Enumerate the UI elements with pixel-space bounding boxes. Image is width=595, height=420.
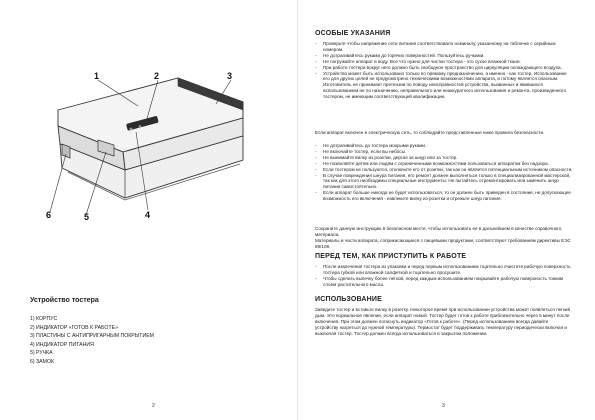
list-item: - После извлечения тостера из упаковки и перед первым использованием тщательно очистите рабочую поверхность тостера губкой или влажной салфеткой и тщательно просушите. bbox=[315, 264, 573, 276]
callout-4: 4 bbox=[145, 210, 151, 220]
paragraph: Сохраните данную инструкцию в безопасном месте, чтобы использовать ее в дальнейшем в качестве справочного материала. bbox=[315, 226, 562, 237]
list-item: - Если аппарат больше никогда не будет использоваться, то он должен быть приведен в состояние, не допускающее возможность его включения - извлеките вилку из розетки и отрежьте шнур питания. bbox=[315, 190, 573, 202]
list-item: - Не вынимайте вилку из розетки, дергая за шнур или за тостер. bbox=[315, 155, 573, 161]
before-use-list bbox=[315, 264, 573, 288]
list-item: - Проверьте чтобы напряжение сети питания соответствовало номиналу, указанному на табличке с серийным номером. bbox=[315, 41, 573, 53]
callout-3: 3 bbox=[227, 71, 233, 81]
toaster-illustration bbox=[28, 40, 278, 230]
safety-list-2 bbox=[315, 143, 573, 202]
paragraph: Если аппарат включен в электрическую сеть, то соблюдайте представленные ниже правила безопасности. bbox=[315, 130, 545, 135]
right-page bbox=[297, 0, 595, 420]
list-item: - Если тостером не пользуются, отключите его от розетки, так как он является потенциальным источником опасности. bbox=[315, 167, 573, 173]
callout-5: 5 bbox=[84, 212, 90, 222]
parts-list-item: 5) РУЧКА bbox=[30, 350, 53, 357]
list-item: - Не погружайте аппарат в воду. Все что нужно для чистки тостера - это сухое влажной ткани. bbox=[315, 59, 573, 65]
safety-heading: ОСОБЫЕ УКАЗАНИЯ bbox=[315, 30, 391, 37]
parts-list bbox=[30, 315, 154, 367]
list-item: - Не дотрагивайтесь руками до горячих поверхностей. Пользуйтесь ручками. bbox=[315, 53, 573, 59]
list-item: - Устройство может быть использовано только по прямому предназначению, а именно - как тостер. Использование его для других целей не предусмотрено техническими возможностями аппарата, и потому является опасным. Изготовитель не принимает претензии по поводу неисправностей устройства, вызванных и явившихся использованием не по назначению, неправильного или неаккуратного использования и ремонта, произведенного тостером, не имеющим соответствующей квалификации. bbox=[315, 71, 573, 101]
paragraph: Материалы и части аппарата, соприкасающиеся с пищевыми продуктами, соответствуют требованиям директивы ЕЭС 89/109. bbox=[315, 238, 571, 249]
parts-title: Устройство тостера bbox=[30, 297, 99, 304]
list-item: - Не позволяйте детям или людям с ограниченными возможностями пользоваться аппаратом без надзора. bbox=[315, 161, 573, 167]
callout-1: 1 bbox=[94, 71, 100, 81]
parts-list-item: 2) ИНДИКАТОР «ГОТОВ К РАБОТЕ» bbox=[30, 324, 118, 331]
parts-list-item: 6) ЗАМОК bbox=[30, 358, 55, 365]
page-number: 2 bbox=[152, 403, 155, 409]
parts-list-item: 3) ПЛАСТИНЫ С АНТИПРИГАРНЫМ ПОКРЫТИЕМ bbox=[30, 333, 154, 340]
list-item: - Чтобы сделать выпечку более легкой, перед каждым использованием покрывайте рабочую поверхность тонким слоем растительного масла. bbox=[315, 276, 573, 288]
parts-list-item: 1) КОРПУС bbox=[30, 316, 58, 322]
list-item: - Не дотрагивайтесь до тостера мокрыми руками. bbox=[315, 143, 573, 149]
power-indicator bbox=[130, 128, 133, 131]
list-item: - Не включайте тостер, если вы небосы. bbox=[315, 149, 573, 155]
ready-indicator bbox=[139, 125, 142, 128]
page-number: 3 bbox=[442, 403, 445, 409]
usage-paragraph: Заведите тостер и вставьте вилку в розетку. Некоторое время при использовании устройства может появляться легкий дым. Это нормальное явление, если аппарат новый. Тостер будет готов к работе приблизительно через 5 минут после включения. При этом должен погаснуть индикатор «Готов к работе». (Перед использованием всегда давайте устройству нагреться до нужной температуры). Термостат будет поддерживать температуру периодически включая и выключая тостер. Тостер должен всегда использоваться в закрытом положении. bbox=[315, 307, 571, 336]
safety-list bbox=[315, 41, 573, 100]
callout-6: 6 bbox=[46, 210, 52, 220]
before-use-heading: ПЕРЕД ТЕМ, КАК ПРИСТУПИТЬ К РАБОТЕ bbox=[315, 253, 467, 260]
callout-2: 2 bbox=[154, 71, 160, 81]
usage-heading: ИСПОЛЬЗОВАНИЕ bbox=[315, 296, 383, 303]
parts-list-item: 4) ИНДИКАТОР ПИТАНИЯ bbox=[30, 341, 94, 348]
list-item: - В случае повреждения шнура питания, его ремонт должен выполняться только в специализированной мастерской, так как для этого необходимы специальные инструменты. Не пытайтесь отремонтировать или заменить шнур питания самостоятельно. bbox=[315, 173, 573, 191]
list-item: - При работе тостера вокруг него должно быть свободное пространство для циркуляции охлаждающего воздуха. bbox=[315, 65, 573, 71]
left-page bbox=[0, 0, 297, 420]
